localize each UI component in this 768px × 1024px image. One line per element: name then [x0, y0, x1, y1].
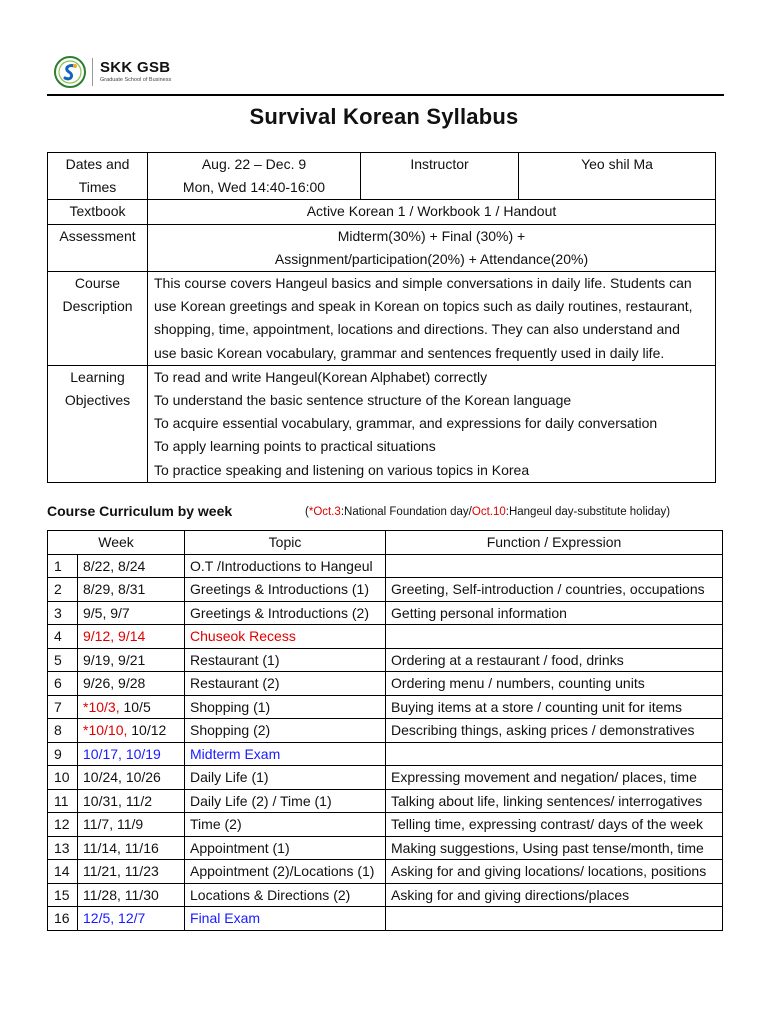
week-dates-primary: 12/5, 12/7 — [83, 910, 146, 926]
objective-item: To understand the basic sentence structure of the Korean language — [154, 392, 572, 409]
week-function: Getting personal information — [386, 601, 723, 625]
week-row — [48, 625, 723, 649]
week-dates — [78, 860, 185, 884]
week-dates-primary: 10/17, 10/19 — [83, 745, 161, 762]
week-dates-primary: 9/26, 9/28 — [83, 675, 146, 691]
course-description-label: Course Description — [48, 272, 148, 366]
week-dates-primary: 11/21, 11/23 — [83, 863, 159, 879]
week-dates-primary: 9/19, 9/21 — [83, 651, 146, 668]
week-dates — [78, 578, 185, 602]
week-row — [48, 695, 723, 719]
week-function: Making suggestions, Using past tense/month, time — [386, 836, 723, 860]
page-title: Survival Korean Syllabus — [249, 104, 519, 129]
description-line: use Korean greetings and speak in Korean on topics such as daily routines, restaurant, — [154, 298, 693, 315]
week-row — [48, 719, 723, 743]
topic-header: Topic — [185, 531, 386, 555]
logo-divider — [92, 58, 93, 86]
logo-name: SKK GSB — [100, 59, 171, 76]
week-topic: Restaurant (2) — [185, 672, 386, 696]
week-row — [48, 860, 723, 884]
description-line: use basic Korean vocabulary, grammar and sentences frequently used in daily life. — [154, 344, 665, 361]
week-dates — [78, 813, 185, 837]
week-dates-primary: 9/5, 9/7 — [83, 604, 130, 621]
week-dates — [78, 907, 185, 931]
week-topic: Chuseok Recess — [185, 625, 386, 649]
week-number: 9 — [48, 742, 78, 766]
assessment-value — [148, 224, 716, 271]
note-text-1: :National Foundation day/ — [340, 506, 472, 518]
week-dates — [78, 672, 185, 696]
course-description — [148, 272, 716, 366]
week-topic: Midterm Exam — [185, 742, 386, 766]
week-dates-primary: *10/10, — [83, 722, 128, 738]
week-topic: Restaurant (1) — [185, 648, 386, 672]
week-dates-secondary: 10/5 — [119, 698, 151, 715]
week-dates — [78, 695, 185, 719]
week-number: 10 — [48, 766, 78, 790]
holiday-note — [305, 506, 670, 518]
assessment-line: Midterm(30%) + Final (30%) + — [337, 227, 526, 244]
week-row — [48, 766, 723, 790]
week-dates-primary: 8/29, 8/31 — [83, 581, 146, 597]
learning-objectives — [148, 365, 716, 482]
note-holiday-2: Oct.10 — [471, 506, 506, 518]
week-topic: Greetings & Introductions (1) — [185, 578, 386, 602]
week-function: Buying items at a store / counting unit for items — [386, 695, 723, 719]
week-topic: Shopping (1) — [185, 695, 386, 719]
week-dates-primary: 9/12, 9/14 — [83, 628, 146, 644]
learning-objectives-label: Learning Objectives — [48, 365, 148, 482]
week-row — [48, 883, 723, 907]
week-function: Greeting, Self-introduction / countries, occupations — [386, 578, 723, 602]
week-number: 6 — [48, 672, 78, 696]
textbook-label: Textbook — [48, 200, 148, 224]
week-row — [48, 672, 723, 696]
objective-item: To apply learning points to practical situations — [154, 438, 436, 455]
skk-emblem-icon — [54, 56, 86, 88]
week-dates-primary: 11/7, 11/9 — [83, 816, 144, 832]
logo — [54, 55, 171, 89]
week-topic: Appointment (2)/Locations (1) — [185, 860, 386, 884]
week-dates-primary: 11/14, 11/16 — [83, 839, 159, 856]
week-row — [48, 648, 723, 672]
objective-item: To read and write Hangeul(Korean Alphabet) correctly — [154, 368, 488, 385]
week-dates-secondary: 10/12 — [127, 722, 167, 738]
week-dates — [78, 601, 185, 625]
week-row — [48, 789, 723, 813]
dates-value — [148, 153, 361, 200]
assessment-line: Assignment/participation(20%) + Attendance(20%) — [274, 250, 589, 267]
week-dates — [78, 625, 185, 649]
assessment-label: Assessment — [48, 224, 148, 271]
week-dates-primary: *10/3, — [83, 698, 120, 715]
week-function: Asking for and giving directions/places — [386, 883, 723, 907]
week-number: 8 — [48, 719, 78, 743]
week-topic: Shopping (2) — [185, 719, 386, 743]
week-dates-primary: 10/31, 11/2 — [83, 792, 153, 809]
textbook-value: Active Korean 1 / Workbook 1 / Handout — [148, 200, 716, 224]
header-rule — [47, 94, 724, 96]
week-number: 15 — [48, 883, 78, 907]
week-number: 11 — [48, 789, 78, 813]
week-function — [386, 907, 723, 931]
week-dates — [78, 648, 185, 672]
week-row — [48, 813, 723, 837]
week-row — [48, 742, 723, 766]
logo-subtitle: Graduate School of Business — [100, 77, 172, 83]
curriculum-heading: Course Curriculum by week — [47, 503, 233, 519]
week-function: Describing things, asking prices / demonstratives — [386, 719, 723, 743]
week-function — [386, 742, 723, 766]
description-line: This course covers Hangeul basics and simple conversations in daily life. Students can — [154, 275, 692, 292]
week-function: Expressing movement and negation/ places, time — [386, 766, 723, 790]
objective-item: To acquire essential vocabulary, grammar, and expressions for daily conversation — [154, 415, 658, 432]
note-holiday-1: *Oct.3 — [308, 506, 341, 518]
week-row — [48, 836, 723, 860]
week-function — [386, 625, 723, 649]
dates-range: Aug. 22 – Dec. 9 — [201, 156, 307, 172]
function-header: Function / Expression — [386, 531, 723, 555]
week-function: Telling time, expressing contrast/ days of the week — [386, 813, 723, 837]
description-line: shopping, time, appointment, locations and directions. They can also understand and — [154, 321, 680, 338]
instructor-label: Instructor — [361, 153, 519, 200]
week-topic: Greetings & Introductions (2) — [185, 601, 386, 625]
week-number: 16 — [48, 907, 78, 931]
week-number: 7 — [48, 695, 78, 719]
week-topic: Time (2) — [185, 813, 386, 837]
week-topic: Daily Life (1) — [185, 766, 386, 790]
instructor-name: Yeo shil Ma — [519, 153, 716, 200]
week-number: 12 — [48, 813, 78, 837]
week-number: 4 — [48, 625, 78, 649]
objective-item: To practice speaking and listening on various topics in Korea — [154, 461, 530, 478]
week-dates — [78, 836, 185, 860]
week-dates — [78, 742, 185, 766]
week-number: 1 — [48, 554, 78, 578]
week-number: 13 — [48, 836, 78, 860]
week-number: 5 — [48, 648, 78, 672]
week-dates — [78, 766, 185, 790]
week-dates-primary: 11/28, 11/30 — [83, 886, 159, 903]
week-number: 14 — [48, 860, 78, 884]
syllabus-info-table — [47, 152, 716, 483]
week-dates — [78, 789, 185, 813]
week-number: 2 — [48, 578, 78, 602]
week-row — [48, 554, 723, 578]
week-function: Ordering menu / numbers, counting units — [386, 672, 723, 696]
week-function: Talking about life, linking sentences/ interrogatives — [386, 789, 723, 813]
week-topic: Locations & Directions (2) — [185, 883, 386, 907]
week-row — [48, 907, 723, 931]
week-row — [48, 601, 723, 625]
week-dates — [78, 719, 185, 743]
week-row — [48, 578, 723, 602]
week-dates — [78, 554, 185, 578]
week-topic: O.T /Introductions to Hangeul — [185, 554, 386, 578]
curriculum-header-row — [48, 531, 723, 555]
week-dates — [78, 883, 185, 907]
note-text-2: :Hangeul day-substitute holiday) — [505, 506, 671, 518]
week-topic: Final Exam — [185, 907, 386, 931]
week-number: 3 — [48, 601, 78, 625]
week-function: Ordering at a restaurant / food, drinks — [386, 648, 723, 672]
week-topic: Daily Life (2) / Time (1) — [185, 789, 386, 813]
week-function — [386, 554, 723, 578]
class-times: Mon, Wed 14:40-16:00 — [182, 179, 326, 196]
week-dates-primary: 8/22, 8/24 — [83, 557, 146, 574]
curriculum-table — [47, 530, 723, 931]
week-header: Week — [48, 531, 185, 555]
week-function: Asking for and giving locations/ locations, positions — [386, 860, 723, 884]
week-topic: Appointment (1) — [185, 836, 386, 860]
week-dates-primary: 10/24, 10/26 — [83, 769, 161, 785]
dates-label: Dates and Times — [48, 153, 148, 200]
note-open: ( — [305, 506, 309, 518]
